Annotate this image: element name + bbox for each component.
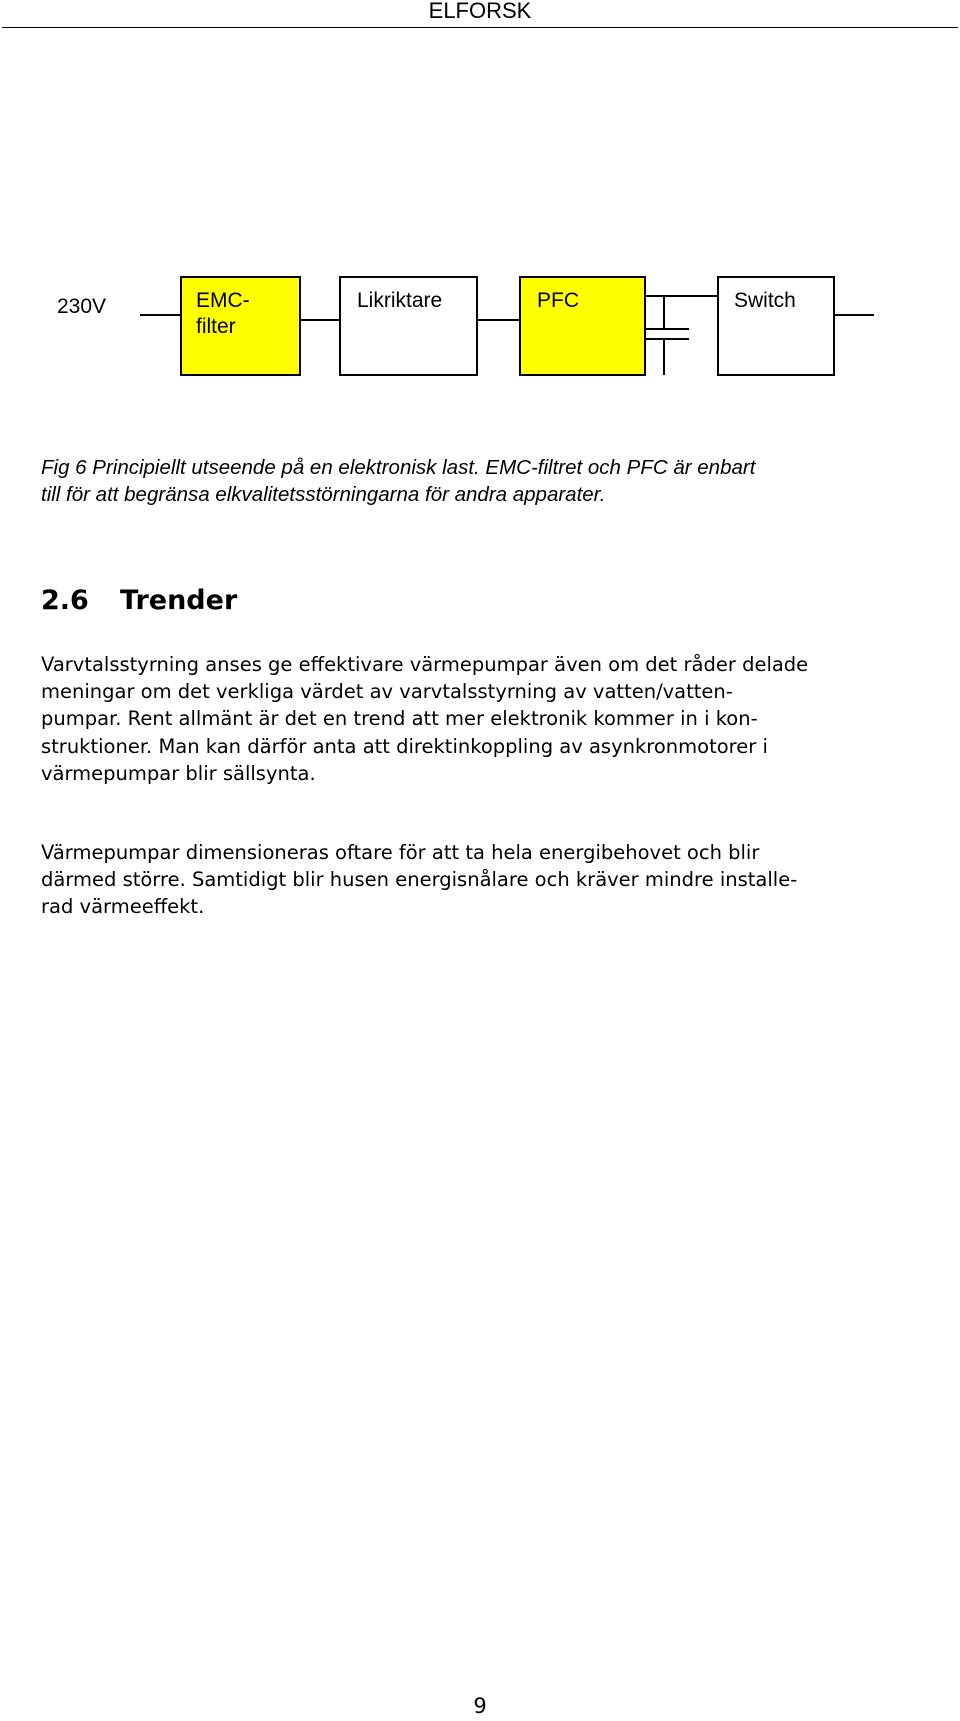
caption-line: till för att begränsa elkvalitetsstörningarna för andra apparater. (41, 483, 606, 506)
emc-filter-block (180, 276, 301, 376)
paragraph-line: struktioner. Man kan därför anta att direktinkoppling av asynkronmotorer i (41, 734, 768, 758)
paragraph-line: därmed större. Samtidigt blir husen energisnålare och kräver mindre installe- (41, 868, 798, 892)
pfc-label: PFC (537, 289, 579, 312)
paragraph (41, 839, 921, 921)
section-title: Trender (120, 585, 238, 616)
pfc-block (519, 276, 646, 376)
paragraph-line: värmepumpar blir sällsynta. (41, 761, 316, 785)
page-header: ELFORSK (428, 0, 532, 23)
emc-filter-label-line1: EMC- (196, 289, 250, 312)
page-number: 9 (473, 1694, 487, 1718)
switch-block (717, 276, 835, 376)
input-voltage-label: 230V (57, 295, 107, 318)
paragraph-line: Värmepumpar dimensioneras oftare för att ta hela energibehovet och blir (41, 841, 760, 864)
emc-filter-label-line2: filter (196, 315, 236, 338)
figure-caption (41, 454, 921, 508)
section-heading (41, 584, 237, 618)
paragraph-line: Varvtalsstyrning anses ge effektivare värmepumpar även om det råder delade (41, 653, 809, 676)
paragraph-line: meningar om det verkliga värdet av varvtalsstyrning av vatten/vatten- (41, 680, 733, 704)
block-diagram (0, 0, 960, 420)
switch-label: Switch (734, 289, 796, 312)
paragraph-line: pumpar. Rent allmänt är det en trend att mer elektronik kommer in i kon- (41, 707, 758, 731)
section-number: 2.6 (41, 585, 89, 616)
rectifier-label: Likriktare (357, 289, 443, 312)
rectifier-block (339, 276, 478, 376)
paragraph (41, 651, 921, 787)
caption-line: Fig 6 Principiellt utseende på en elektronisk last. EMC-filtret och PFC är enbart (41, 456, 756, 479)
paragraph-line: rad värmeeffekt. (41, 895, 205, 919)
